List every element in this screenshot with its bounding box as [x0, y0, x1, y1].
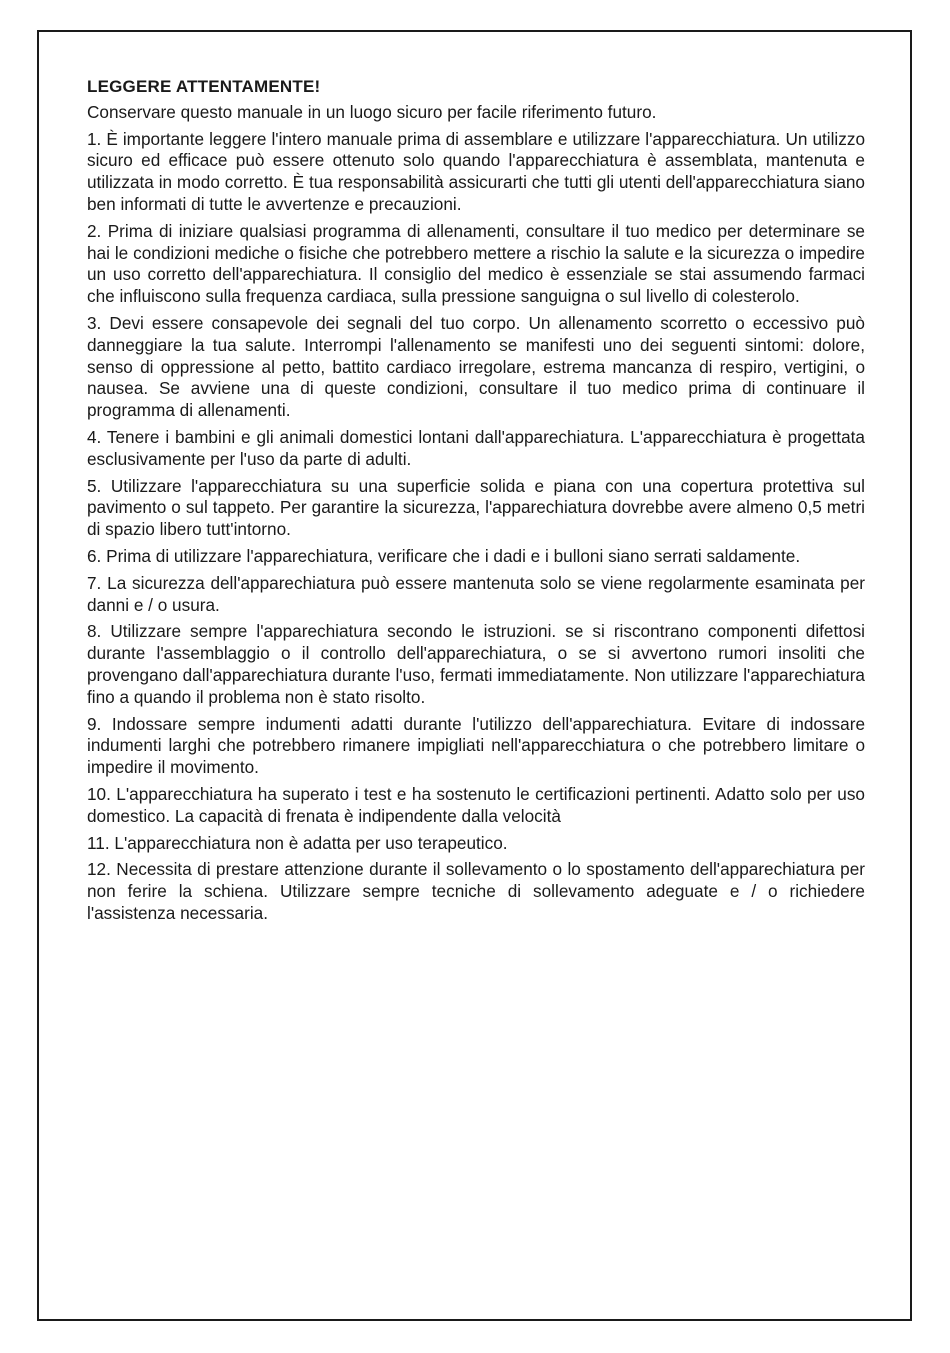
instruction-item-7: 7. La sicurezza dell'apparechiatura può essere mantenuta solo se viene regolarmente esaminata per danni e / o usura. [87, 572, 865, 615]
instruction-item-1: 1. È importante leggere l'intero manuale prima di assemblare e utilizzare l'apparecchiatura. Un utilizzo sicuro ed efficace può essere ottenuto solo quando l'apparecchiatura è assemblata, mantenuta e utilizzata in modo corretto. È tua responsabilità assicurarti che tutti gli utenti dell'apparecchiatura siano ben informati di tutte le avvertenze e precauzioni. [87, 128, 865, 214]
page-heading: LEGGERE ATTENTAMENTE! [87, 77, 321, 96]
instruction-item-9: 9. Indossare sempre indumenti adatti durante l'utilizzo dell'apparechiatura. Evitare di indossare indumenti larghi che potrebbero rimanere impigliati nell'apparecchiatura o che potrebbero limitare o impedire il movimento. [87, 713, 865, 778]
instruction-item-2: 2. Prima di iniziare qualsiasi programma di allenamenti, consultare il tuo medico per determinare se hai le condizioni mediche o fisiche che potrebbero mettere a rischio la salute e la sicurezza o impedire un uso corretto dell'apparechiatura. Il consiglio del medico è essenziale se stai assumendo farmaci che influiscono sulla frequenza cardiaca, sulla pressione sanguigna o sul livello di colesterolo. [87, 220, 865, 307]
instruction-item-4: 4. Tenere i bambini e gli animali domestici lontani dall'apparechiatura. L'apparecchiatura è progettata esclusivamente per l'uso da parte di adulti. [87, 426, 865, 469]
safety-instructions [87, 76, 865, 930]
instruction-item-8: 8. Utilizzare sempre l'apparechiatura secondo le istruzioni. se si riscontrano componenti difettosi durante l'assemblaggio o il controllo dell'apparechiatura, o se si avvertono rumori insoliti che provengano dall'apparechiatura durante l'uso, fermati immediatamente. Non utilizzare l'apparechiatura fino a quando il problema non è stato risolto. [87, 621, 865, 707]
instruction-item-12: 12. Necessita di prestare attenzione durante il sollevamento o lo spostamento dell'apparechiatura per non ferire la schiena. Utilizzare sempre tecniche di sollevamento adeguate e / o richiedere l'assistenza necessaria. [87, 859, 865, 923]
instruction-item-5: 5. Utilizzare l'apparecchiatura su una superficie solida e piana con una copertura protettiva sul pavimento o sul tappeto. Per garantire la sicurezza, l'apparechiatura dovrebbe avere almeno 0,5 metri di spazio libero tutt'intorno. [87, 475, 865, 540]
intro-paragraph: Conservare questo manuale in un luogo sicuro per facile riferimento futuro. [87, 101, 657, 122]
instruction-item-3: 3. Devi essere consapevole dei segnali del tuo corpo. Un allenamento scorretto o eccessivo può danneggiare la tua salute. Interrompi l'allenamento se manifesti uno dei seguenti sintomi: dolore, senso di oppressione al petto, battito cardiaco irregolare, estrema mancanza di respiro, vertigini, o nausea. Se avviene una di queste condizioni, consultare il tuo medico prima di continuare il programma di allenamenti. [87, 312, 865, 421]
instruction-item-11: 11. L'apparecchiatura non è adatta per uso terapeutico. [87, 832, 508, 853]
instruction-item-10: 10. L'apparecchiatura ha superato i test e ha sostenuto le certificazioni pertinenti. Adatto solo per uso domestico. La capacità di frenata è indipendente dalla velocità [87, 783, 865, 826]
instruction-item-6: 6. Prima di utilizzare l'apparechiatura, verificare che i dadi e i bulloni siano serrati saldamente. [87, 545, 801, 566]
